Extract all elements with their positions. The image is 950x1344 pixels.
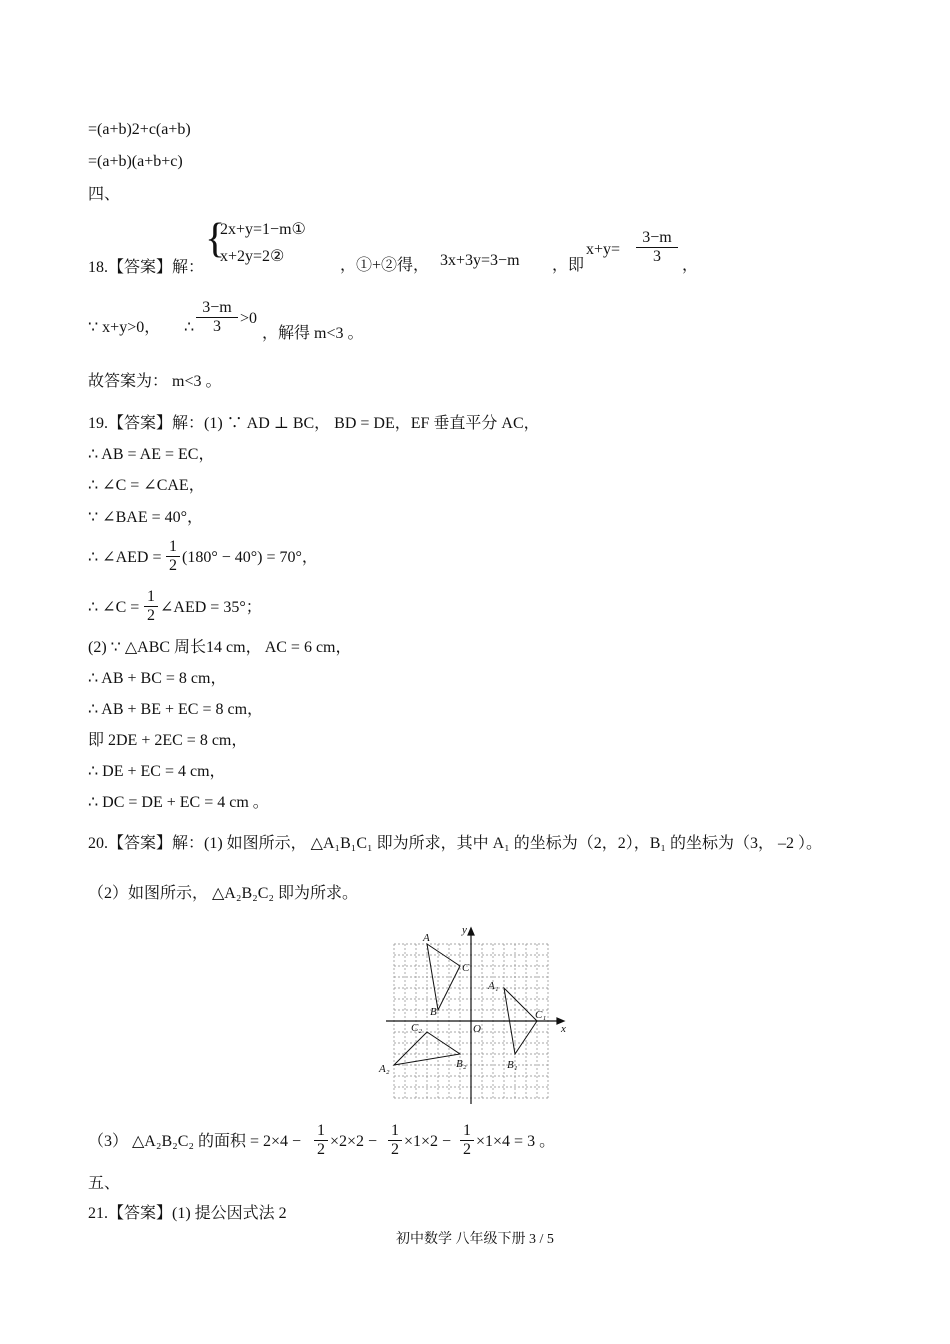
fraction-denominator: 3	[213, 318, 221, 335]
q18-sum: 3x+3y=3−m	[440, 252, 520, 269]
label-C: C	[462, 962, 470, 974]
section-heading-5: 五、	[88, 1175, 121, 1192]
fraction-one-half	[144, 588, 158, 625]
fraction-denominator: 2	[391, 1141, 399, 1158]
fraction-denominator: 3	[653, 248, 661, 265]
q18-line-2c: >0	[240, 310, 258, 327]
q19-line-6b: ∠AED = 35°；	[160, 599, 262, 616]
fraction-one-half	[314, 1122, 328, 1159]
q19-line-5a: ∴ ∠AED =	[88, 549, 162, 566]
q19-line-10: 即 2DE + 2EC = 8 cm，	[88, 732, 248, 749]
label-B: B	[430, 1006, 437, 1018]
q18-equation-2: x+2y=2②	[220, 248, 285, 265]
q18-xy: x+y=	[586, 241, 621, 258]
label-A1: A₁	[488, 980, 499, 992]
q19-line-12: ∴ DC = DE + EC = 4 cm 。	[88, 794, 269, 811]
label-C1: C₁	[535, 1009, 547, 1021]
q18-equation-1: 2x+y=1−m①	[220, 221, 306, 238]
q19-line-7: (2) ∵ △ABC 周长14 cm， AC = 6 cm，	[88, 639, 352, 656]
fraction-one-half	[166, 538, 180, 575]
fraction-numerator: 1	[166, 538, 180, 557]
fraction-numerator: 1	[388, 1122, 402, 1141]
q20-line-3b: ×2×2 −	[330, 1133, 378, 1150]
q20-line-2: （2）如图所示， △A₂B₂C₂ 即为所求。	[88, 885, 358, 902]
q18-ji: ，即	[552, 257, 585, 274]
q18-comma: ，	[682, 257, 699, 274]
fraction-numerator: 3−m	[196, 299, 238, 318]
y-axis-label: y	[462, 924, 467, 936]
label-A2: A₂	[379, 1063, 390, 1075]
fraction-denominator: 2	[317, 1141, 325, 1158]
q19-line-1: 19.【答案】解：(1) ∵ AD ⊥ BC， BD = DE，EF 垂直平分 AC，	[88, 415, 540, 432]
q19-line-8: ∴ AB + BC = 8 cm，	[88, 670, 227, 687]
origin-label: O	[473, 1023, 481, 1035]
x-axis-label: x	[561, 1023, 566, 1035]
q19-line-6a: ∴ ∠C =	[88, 599, 140, 616]
fraction-denominator: 2	[463, 1141, 471, 1158]
label-A: A	[423, 932, 430, 944]
fraction-3-m-over-3-b	[196, 299, 238, 336]
q18-line-2d: ，解得 m<3 。	[262, 325, 364, 342]
fraction-one-half	[460, 1122, 474, 1159]
section-heading-4: 四、	[88, 186, 121, 203]
q18-heading: 18.【答案】解：	[88, 259, 205, 276]
label-B2: B₂	[456, 1058, 467, 1070]
fraction-numerator: 1	[314, 1122, 328, 1141]
q19-line-5b: (180° − 40°) = 70°，	[182, 549, 318, 566]
q20-line-3c: ×1×2 −	[404, 1133, 452, 1150]
coordinate-graph	[378, 922, 573, 1107]
expr-line-2: =(a+b)(a+b+c)	[88, 153, 183, 170]
q21-line-1: 21.【答案】(1) 提公因式法 2	[88, 1205, 287, 1222]
fraction-numerator: 1	[144, 588, 158, 607]
q19-line-3: ∴ ∠C = ∠CAE，	[88, 477, 205, 494]
fraction-one-half	[388, 1122, 402, 1159]
fraction-3-m-over-3	[636, 229, 678, 266]
fraction-numerator: 3−m	[636, 229, 678, 248]
q20-line-3a: （3） △A₂B₂C₂ 的面积 = 2×4 −	[88, 1133, 302, 1150]
q19-line-11: ∴ DE + EC = 4 cm，	[88, 763, 226, 780]
fraction-denominator: 2	[169, 557, 177, 574]
q19-line-4: ∵ ∠BAE = 40°，	[88, 509, 204, 526]
q20-line-1: 20.【答案】解：(1) 如图所示， △A₁B₁C₁ 即为所求，其中 A₁ 的坐标为（2，2），B₁ 的坐标为（3， –2 ）。	[88, 835, 822, 852]
fraction-numerator: 1	[460, 1122, 474, 1141]
label-B1: B₁	[507, 1059, 518, 1071]
system-brace: {	[205, 216, 226, 262]
q18-line-2b: ∴	[184, 319, 195, 336]
q18-line-2a: ∵ x+y>0，	[88, 319, 161, 336]
q19-line-2: ∴ AB = AE = EC，	[88, 446, 215, 463]
q18-add-text: ，①+②得，	[340, 257, 430, 274]
label-C2: C₂	[411, 1022, 423, 1034]
q19-line-9: ∴ AB + BE + EC = 8 cm，	[88, 701, 264, 718]
page-footer: 初中数学 八年级下册 3 / 5	[396, 1232, 554, 1247]
fraction-denominator: 2	[147, 607, 155, 624]
q20-line-3d: ×1×4 = 3 。	[476, 1133, 556, 1150]
q18-answer: 故答案为： m<3 。	[88, 373, 222, 390]
expr-line-1: =(a+b)2+c(a+b)	[88, 121, 191, 138]
